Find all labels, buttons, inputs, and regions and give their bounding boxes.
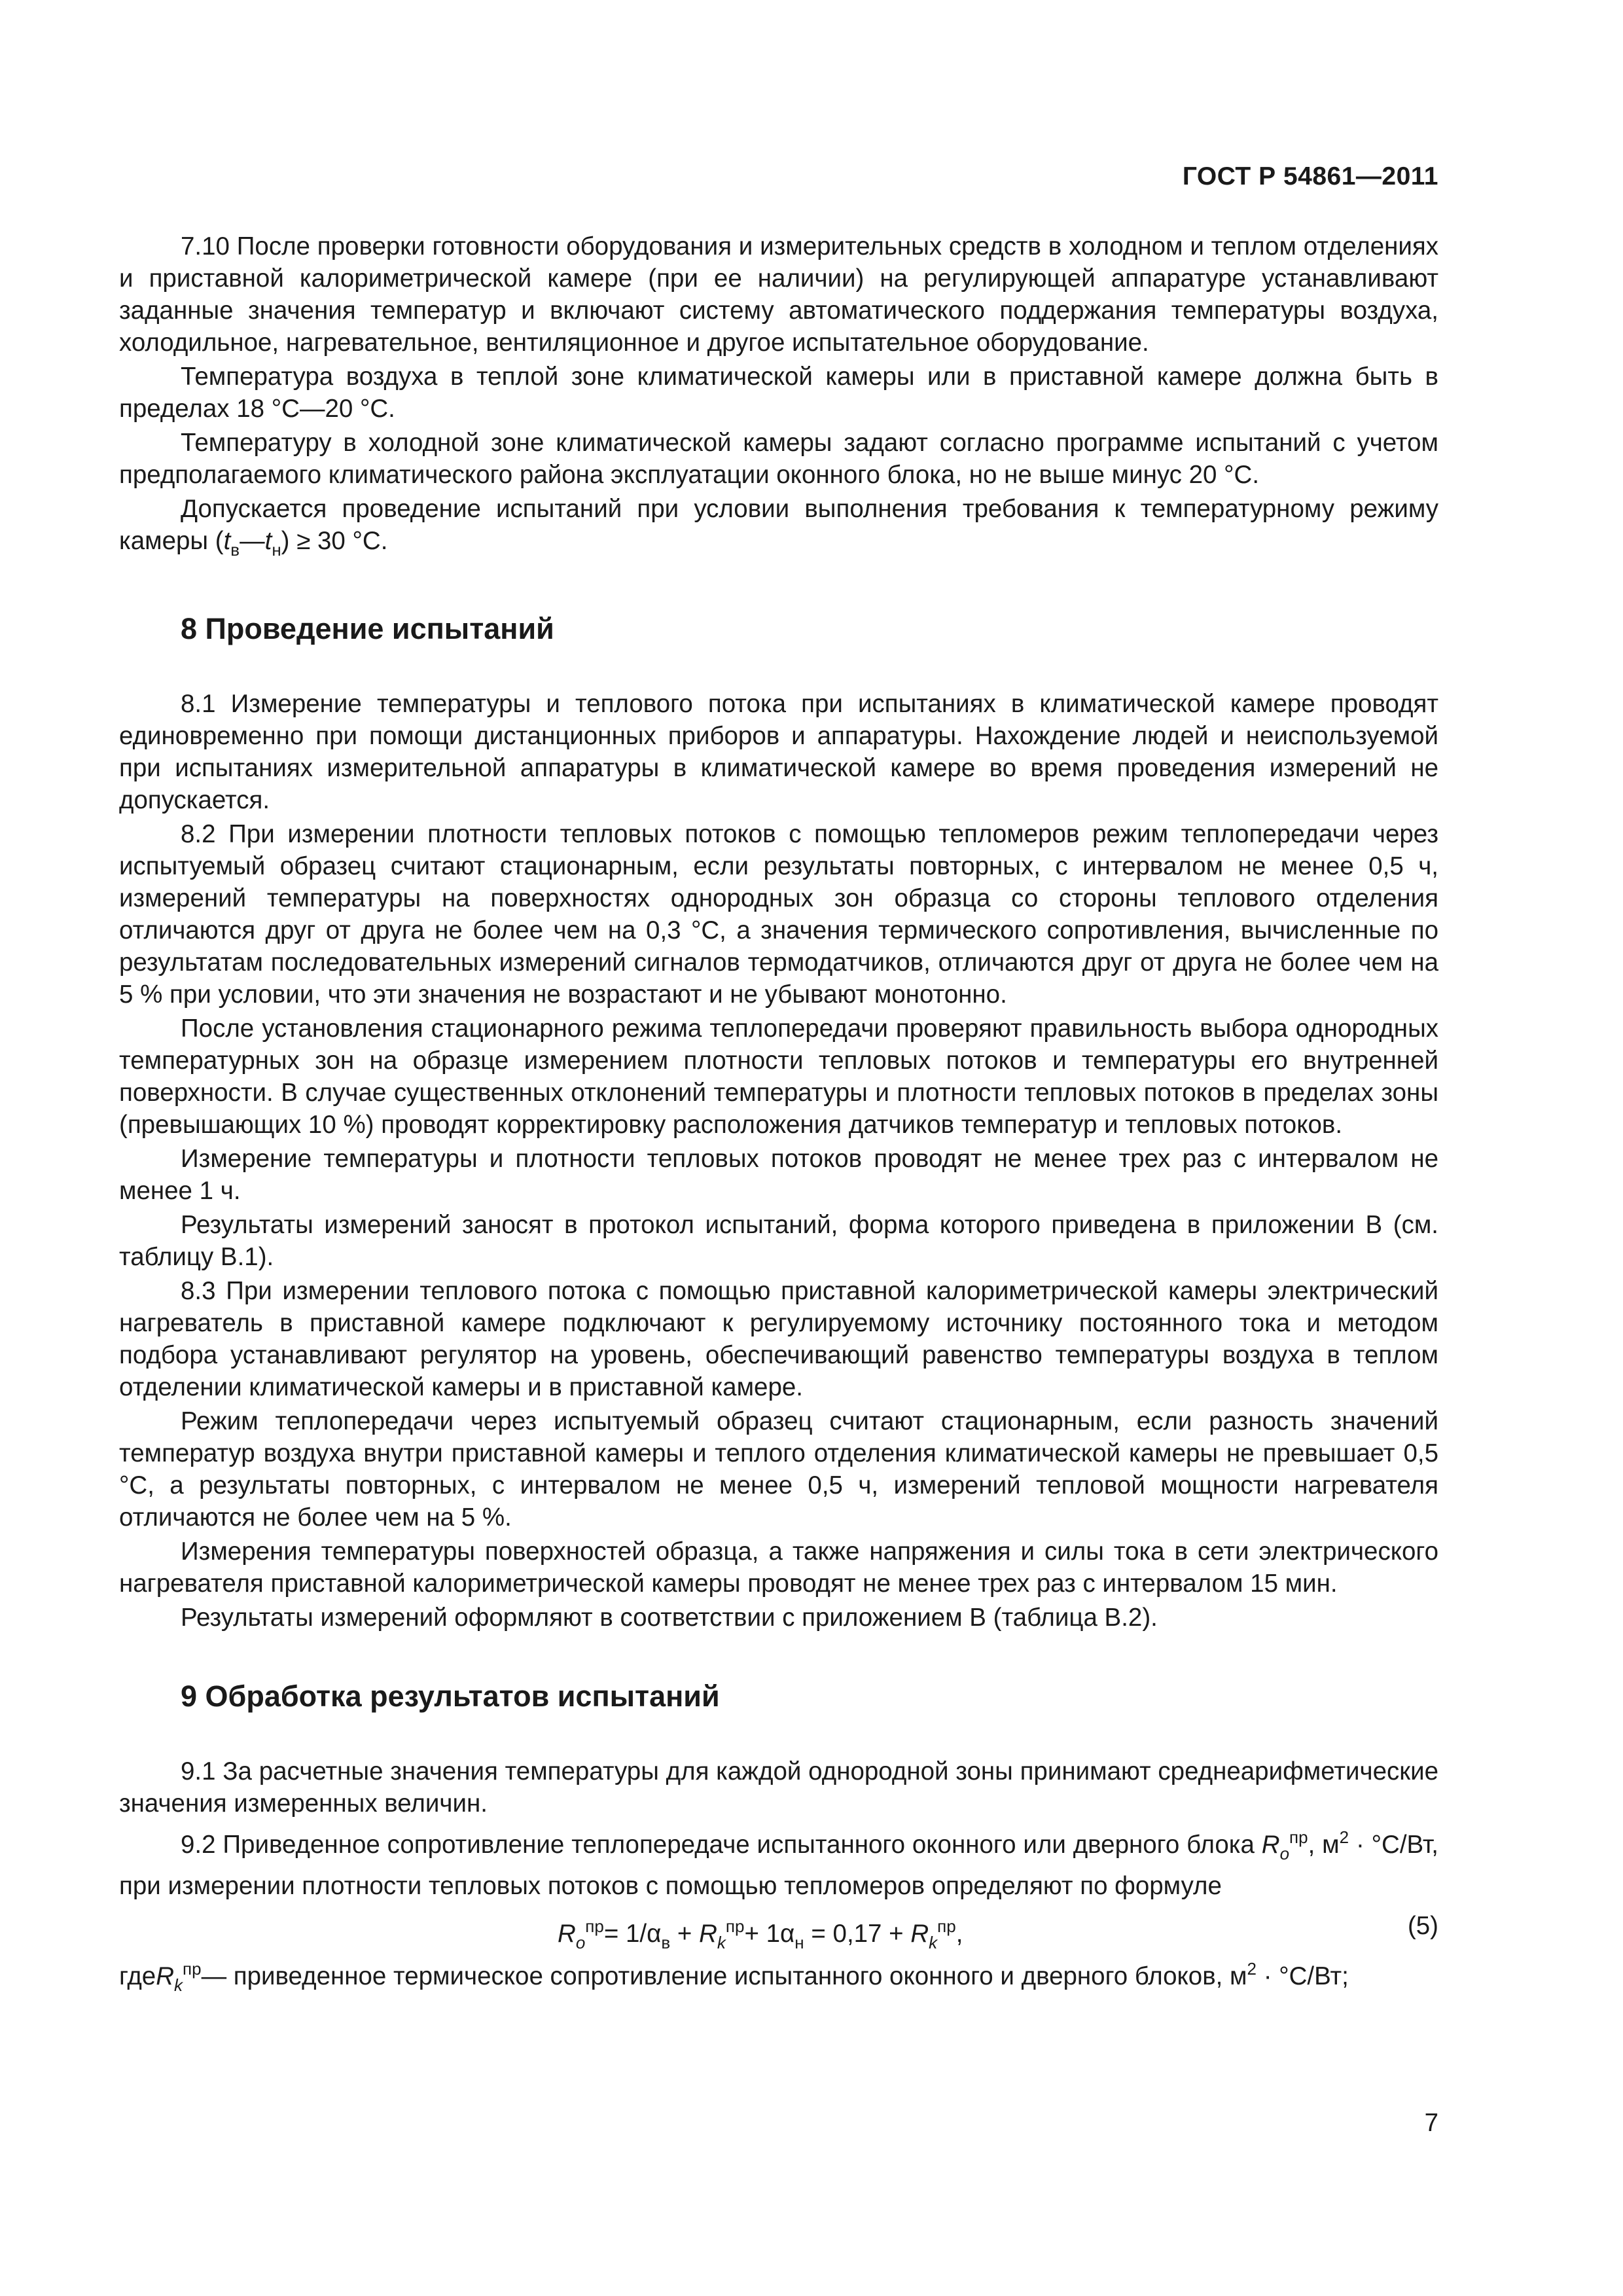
subscript: k [174, 1975, 183, 1995]
paragraph-9-2 [119, 1821, 1438, 1902]
text-fragment: · °С/Вт; [1257, 1962, 1349, 1990]
paragraph-surface-measurements: Измерения температуры поверхностей образца, а также напряжения и силы тока в сети электрического нагревателя приставной калориметрической камеры проводят не менее трех раз с интервалом 15 мин. [119, 1537, 1438, 1598]
subscript: o [575, 1933, 586, 1952]
symbol-R: R [558, 1920, 576, 1948]
paragraph-8-1: 8.1 Измерение температуры и теплового потока при испытаниях в климатической камере проводят единовременно при помощи дистанционных приборов и аппаратуры. Нахождение людей и неиспользуемой при испытаниях измерительной аппаратуры в климатической камере во время проведения измерений не допускается. [119, 690, 1438, 814]
superscript: пр [1289, 1827, 1308, 1847]
paragraph-heat-transfer-mode: Режим теплопередачи через испытуемый образец считают стационарным, если разность значений температур воздуха внутри приставной камеры и теплого отделения климатической камеры не превышает 0,5 °С, а результаты повторных, с интервалом не менее 0,5 ч, измерений тепловой мощности нагревателя отличаются не более чем на 5 %. [119, 1407, 1438, 1532]
text-fragment: · °С/Вт, при измерении плотности тепловых потоков с помощью тепломеров определяют по формуле [119, 1831, 1438, 1900]
text-fragment: ) ≥ 30 °С. [281, 527, 388, 555]
document-body [119, 230, 1438, 2001]
unit: м [1322, 1831, 1340, 1859]
subscript: k [717, 1933, 726, 1952]
formula-expression [558, 1905, 963, 1964]
symbol-R: R [910, 1920, 929, 1948]
formula-text: + [670, 1920, 700, 1948]
superscript: пр [183, 1959, 202, 1979]
paragraph-stationary-check: После установления стационарного режима теплопередачи проверяют правильность выбора однородных температурных зон на образце измерением плотности тепловых потоков и температуры его внутренней поверхности. В случае существенных отклонений температуры и плотности тепловых потоков в пределах зоны (превышающих 10 %) проводят корректировку расположения датчиков температур и тепловых потоков. [119, 1014, 1438, 1139]
paragraph-cold-zone-temp: Температуру в холодной зоне климатической камеры задают согласно программе испытаний с учетом предполагаемого климатического района эксплуатации оконного блока, но не выше минус 20 °С. [119, 429, 1438, 489]
superscript: пр [937, 1916, 956, 1936]
document-page [119, 0, 1438, 2296]
page-number: 7 [1424, 2109, 1438, 2137]
paragraph-9-1: 9.1 За расчетные значения температуры для каждой однородной зоны принимают среднеарифметические значения измеренных величин. [119, 1757, 1438, 1818]
text-fragment: Допускается проведение испытаний при условии выполнения требования к температурному режиму камеры ( [119, 495, 1438, 555]
dash: — [240, 527, 265, 555]
text-fragment: , [1308, 1831, 1315, 1859]
text-fragment: — приведенное термическое сопротивление испытанного оконного и дверного блоков, м [201, 1962, 1247, 1990]
equation-number: (5) [1407, 1912, 1438, 1940]
formula-text: = 0,17 + [804, 1920, 911, 1948]
paragraph-measurement-count: Измерение температуры и плотности тепловых потоков проводят не менее трех раз с интервалом не менее 1 ч. [119, 1145, 1438, 1205]
superscript: 2 [1247, 1959, 1257, 1979]
text-fragment: где [119, 1962, 156, 1990]
symbol-R: R [699, 1920, 717, 1948]
symbol-R: R [156, 1962, 175, 1990]
superscript: 2 [1339, 1827, 1349, 1847]
symbol-t: t [223, 527, 231, 555]
section-heading-9: 9 Обработка результатов испытаний [181, 1679, 720, 1713]
subscript: в [661, 1933, 671, 1952]
formula-5 [119, 1905, 1438, 1952]
paragraph-8-3: 8.3 При измерении теплового потока с помощью приставной калориметрической камеры электрический нагреватель в приставной камере подключают к регулируемому источнику постоянного тока и методом подбора устанавливают регулятор на уровень, обеспечивающий равенство температуры воздуха в теплом отделении климатической камеры и в приставной камере. [119, 1277, 1438, 1401]
superscript: пр [725, 1916, 745, 1936]
paragraph-7-10: 7.10 После проверки готовности оборудования и измерительных средств в холодном и теплом отделениях и приставной калориметрической камере (при ее наличии) на регулирующей аппаратуре устанавливают заданные значения температур и включают систему автоматического поддержания температуры воздуха, холодильное, нагревательное, вентиляционное и другое испытательное оборудование. [119, 232, 1438, 357]
paragraph-warm-zone-temp: Температура воздуха в теплой зоне климатической камеры или в приставной камере должна быть в пределах 18 °С—20 °С. [119, 363, 1438, 423]
formula-text: , [955, 1920, 963, 1948]
paragraph-protocol: Результаты измерений заносят в протокол испытаний, форма которого приведена в приложении В (см. таблицу В.1). [119, 1211, 1438, 1271]
superscript: пр [585, 1916, 604, 1936]
text-fragment: 9.2 Приведенное сопротивление теплопередаче испытанного оконного или дверного блока [181, 1831, 1262, 1859]
subscript: н [272, 540, 281, 560]
symbol-R: R [1261, 1831, 1280, 1859]
subscript: k [929, 1933, 938, 1952]
paragraph-8-2: 8.2 При измерении плотности тепловых потоков с помощью тепломеров режим теплопередачи через испытуемый образец считают стационарным, если результаты повторных, с интервалом не менее 0,5 ч, измерений температуры на поверхностях однородных зон образца со стороны теплового отделения отличаются друг от друга не более чем на 0,3 °С, а значения термического сопротивления, вычисленные по результатам последовательных измерений сигналов термодатчиков, отличаются друг от друга не более чем на 5 % при условии, что эти значения не возрастают и не убывают монотонно. [119, 820, 1438, 1009]
paragraph-temperature-condition [119, 493, 1438, 566]
formula-text: = 1/α [603, 1920, 662, 1948]
section-heading-8: 8 Проведение испытаний [181, 612, 554, 645]
paragraph-results-formatting: Результаты измерений оформляют в соответствии с приложением В (таблица В.2). [181, 1604, 1158, 1632]
document-id-header: ГОСТ Р 54861—2011 [1182, 162, 1438, 190]
formula-text: + 1α [744, 1920, 795, 1948]
subscript: в [230, 540, 240, 560]
subscript: o [1279, 1844, 1290, 1863]
subscript: н [794, 1933, 804, 1952]
symbol-t: t [264, 527, 272, 555]
